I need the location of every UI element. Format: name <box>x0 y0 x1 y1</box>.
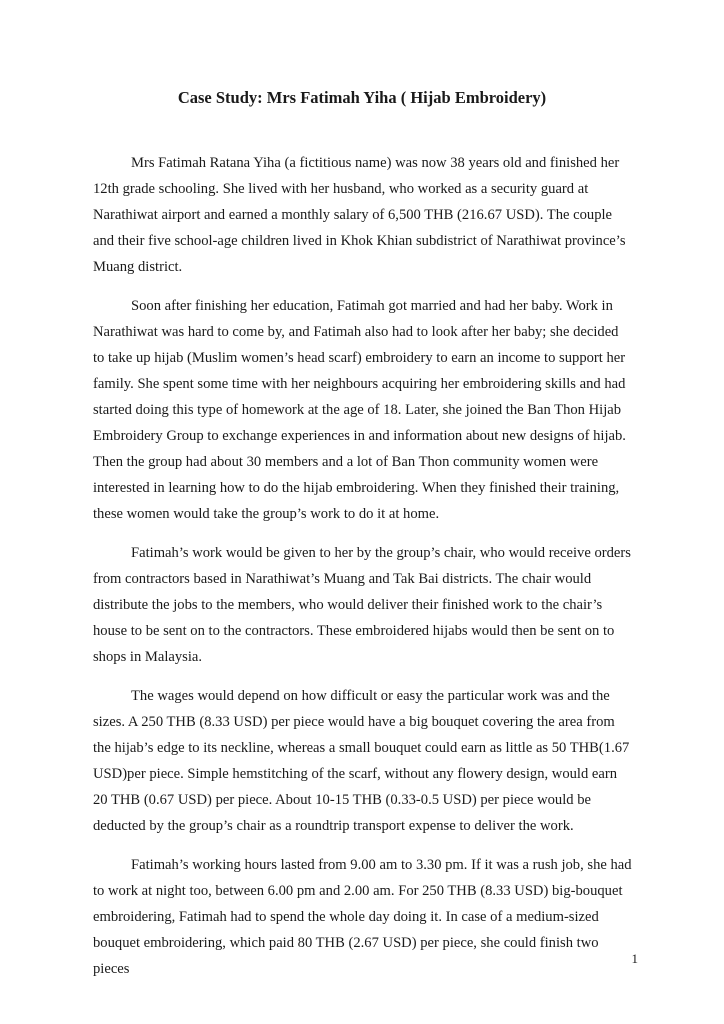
paragraph-4: The wages would depend on how difficult or easy the particular work was and the sizes. A 250 THB (8.33 USD) per piece would have a big bouquet covering the area from the hijab’s edge to its neckline, whereas a small bouquet could earn as little as 50 THB(1.67 USD)per piece. Simple hemstitching of the scarf, without any flowery design, would earn 20 THB (0.67 USD) per piece. About 10-15 THB (0.33-0.5 USD) per piece would be deducted by the group’s chair as a roundtrip transport expense to deliver the work. <box>93 688 630 834</box>
paragraph-1: Mrs Fatimah Ratana Yiha (a fictitious name) was now 38 years old and finished her 12th grade schooling. She lived with her husband, who worked as a security guard at Narathiwat airport and earned a monthly salary of 6,500 THB (216.67 USD). The couple and their five school-age children lived in Khok Khian subdistrict of Narathiwat province’s Muang district. <box>93 155 626 275</box>
paragraph-5: Fatimah’s working hours lasted from 9.00 am to 3.30 pm. If it was a rush job, she had to work at night too, between 6.00 pm and 2.00 am. For 250 THB (8.33 USD) big-bouquet embroidering, Fatimah had to spend the whole day doing it. In case of a medium-sized bouquet embroidering, which paid 80 THB (2.67 USD) per piece, she could finish two pieces <box>93 857 632 977</box>
document-body <box>93 150 633 995</box>
paragraph-2: Soon after finishing her education, Fatimah got married and had her baby. Work in Narathiwat was hard to come by, and Fatimah also had to look after her baby; she decided to take up hijab (Muslim women’s head scarf) embroidery to earn an income to support her family. She spent some time with her neighbours acquiring her embroidering skills and had started doing this type of homework at the age of 18. Later, she joined the Ban Thon Hijab Embroidery Group to exchange experiences in and information about new designs of hijab. Then the group had about 30 members and a lot of Ban Thon community women were interested in learning how to do the hijab embroidering. When they finished their training, these women would take the group’s work to do it at home. <box>93 298 626 522</box>
paragraph-3: Fatimah’s work would be given to her by the group’s chair, who would receive orders from contractors based in Narathiwat’s Muang and Tak Bai districts. The chair would distribute the jobs to the members, who would deliver their finished work to the chair’s house to be sent on to the contractors. These embroidered hijabs would then be sent on to shops in Malaysia. <box>93 545 631 665</box>
page-number: 1 <box>631 951 638 966</box>
document-title: Case Study: Mrs Fatimah Yiha ( Hijab Embroidery) <box>177 88 547 107</box>
